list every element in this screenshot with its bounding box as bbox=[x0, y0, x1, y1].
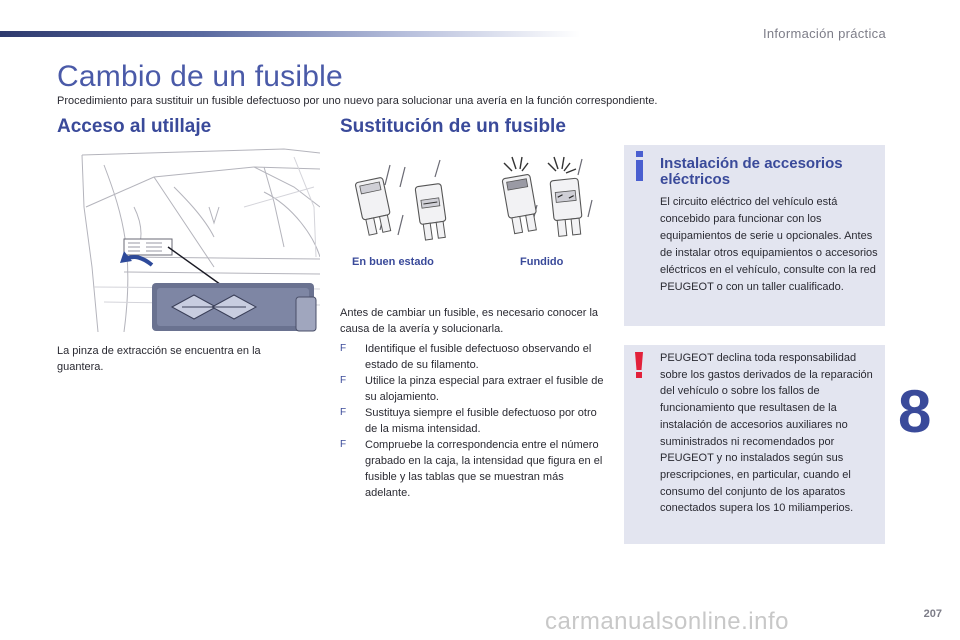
checkbox-bullet-icon: F bbox=[340, 407, 347, 418]
step-text: Utilice la pinza especial para extraer el fusible de su alojamiento. bbox=[365, 375, 604, 403]
info-icon bbox=[632, 151, 647, 181]
list-item bbox=[340, 373, 605, 405]
fuse-blown-label: Fundido bbox=[520, 256, 564, 268]
checkbox-bullet-icon: F bbox=[340, 343, 347, 354]
info-box-title: Instalación de accesorios eléctricos bbox=[660, 155, 843, 188]
fuse-good-illustration bbox=[345, 155, 455, 250]
info-box-text: El circuito eléctrico del vehículo está concebido para funcionar con los equipamientos de serie u opcionales. Antes de instalar otros equipamientos o accesorios eléctricos en el vehículo, consulte con la red PEUGEOT o con un taller cualificado. bbox=[660, 196, 878, 293]
glovebox-illustration bbox=[64, 147, 320, 332]
prerequisite-paragraph: Antes de cambiar un fusible, es necesario conocer la causa de la avería y solucionarla. bbox=[340, 307, 599, 335]
chapter-number: 8 bbox=[898, 378, 932, 445]
page-number: 207 bbox=[923, 608, 942, 620]
warning-exclamation-icon bbox=[632, 352, 646, 378]
header-gradient-bar bbox=[0, 31, 580, 37]
step-text: Compruebe la correspondencia entre el número grabado en la caja, la intensidad que figura en el fusible y las tablas que se muestran más adelante. bbox=[365, 439, 603, 499]
warning-box-text: PEUGEOT declina toda responsabilidad sobre los gastos derivados de la reparación del vehículo o sobre los fallos de funcionamiento que resultasen de la instalación de accesorios auxiliares no suministrados ni recomendados por PEUGEOT y no instalados según sus prescripciones, en particular, cuando el consumo del conjunto de los aparatos conectados supera los 10 miliamperios. bbox=[660, 352, 873, 515]
list-item bbox=[340, 341, 605, 373]
step-text: Sustituya siempre el fusible defectuoso por otro de la misma intensidad. bbox=[365, 407, 597, 435]
heading-fuse-replacement: Sustitución de un fusible bbox=[340, 116, 566, 137]
fuse-good-label: En buen estado bbox=[352, 256, 434, 268]
watermark: carmanualsonline.info bbox=[545, 608, 789, 635]
step-text: Identifique el fusible defectuoso observando el estado de su filamento. bbox=[365, 343, 592, 371]
checkbox-bullet-icon: F bbox=[340, 375, 347, 386]
checkbox-bullet-icon: F bbox=[340, 439, 347, 450]
list-item bbox=[340, 405, 605, 437]
fuse-blown-illustration bbox=[492, 155, 602, 250]
steps-list bbox=[340, 341, 605, 501]
intro-text: Procedimiento para sustituir un fusible defectuoso por uno nuevo para solucionar una avería en la función correspondiente. bbox=[57, 95, 658, 107]
glovebox-caption: La pinza de extracción se encuentra en la guantera. bbox=[57, 345, 261, 373]
section-label: Información práctica bbox=[762, 26, 886, 41]
list-item bbox=[340, 437, 605, 501]
page-title: Cambio de un fusible bbox=[57, 60, 343, 93]
heading-tool-access: Acceso al utillaje bbox=[57, 116, 212, 137]
